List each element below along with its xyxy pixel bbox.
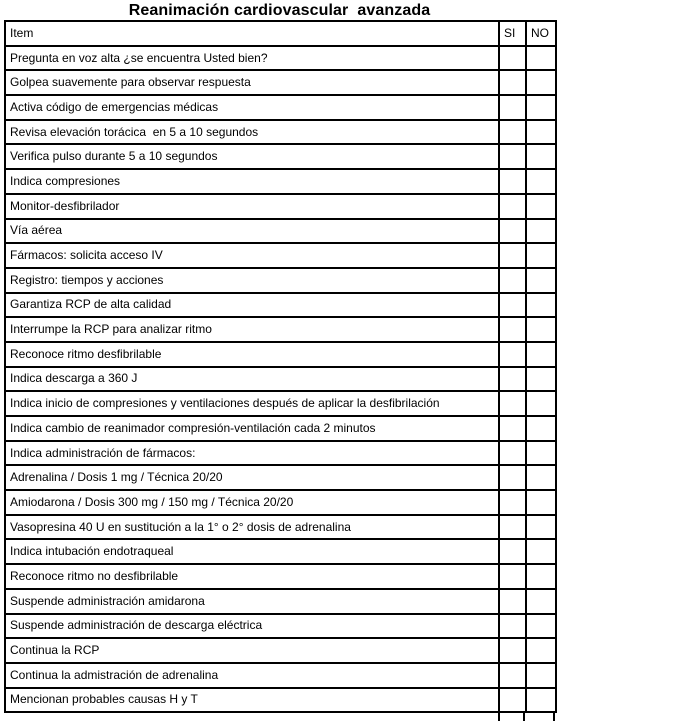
checklist-row bbox=[5, 367, 556, 392]
checklist-row bbox=[5, 638, 556, 663]
si-answer-cell[interactable] bbox=[499, 194, 526, 219]
checklist-row bbox=[5, 144, 556, 169]
item-cell: Fármacos: solicita acceso IV bbox=[5, 243, 499, 268]
no-answer-cell[interactable] bbox=[526, 416, 556, 441]
si-answer-cell[interactable] bbox=[499, 120, 526, 145]
si-answer-cell[interactable] bbox=[499, 219, 526, 244]
si-answer-cell[interactable] bbox=[499, 638, 526, 663]
item-cell: Amiodarona / Dosis 300 mg / 150 mg / Técnica 20/20 bbox=[5, 490, 499, 515]
checklist-row bbox=[5, 268, 556, 293]
column-header-no: NO bbox=[526, 21, 556, 46]
no-answer-cell[interactable] bbox=[526, 663, 556, 688]
checklist-row bbox=[5, 342, 556, 367]
checklist-row bbox=[5, 95, 556, 120]
si-answer-cell[interactable] bbox=[499, 243, 526, 268]
no-answer-cell[interactable] bbox=[526, 441, 556, 466]
si-answer-cell[interactable] bbox=[499, 490, 526, 515]
no-answer-cell[interactable] bbox=[526, 638, 556, 663]
si-column-continuation bbox=[498, 713, 525, 721]
checklist-row bbox=[5, 219, 556, 244]
checklist-row bbox=[5, 539, 556, 564]
no-answer-cell[interactable] bbox=[526, 688, 556, 713]
item-cell: Garantiza RCP de alta calidad bbox=[5, 293, 499, 318]
item-cell: Reconoce ritmo no desfibrilable bbox=[5, 564, 499, 589]
item-cell: Continua la admistración de adrenalina bbox=[5, 663, 499, 688]
item-cell: Revisa elevación torácica en 5 a 10 segundos bbox=[5, 120, 499, 145]
no-answer-cell[interactable] bbox=[526, 169, 556, 194]
checklist-row bbox=[5, 293, 556, 318]
si-answer-cell[interactable] bbox=[499, 95, 526, 120]
no-answer-cell[interactable] bbox=[526, 70, 556, 95]
checklist-row bbox=[5, 589, 556, 614]
si-answer-cell[interactable] bbox=[499, 342, 526, 367]
item-cell: Indica compresiones bbox=[5, 169, 499, 194]
si-answer-cell[interactable] bbox=[499, 663, 526, 688]
checklist-row bbox=[5, 465, 556, 490]
no-answer-cell[interactable] bbox=[526, 539, 556, 564]
checklist-row bbox=[5, 441, 556, 466]
si-answer-cell[interactable] bbox=[499, 416, 526, 441]
checklist-row bbox=[5, 663, 556, 688]
si-answer-cell[interactable] bbox=[499, 317, 526, 342]
item-cell: Indica administración de fármacos: bbox=[5, 441, 499, 466]
checklist-table bbox=[4, 20, 557, 713]
no-answer-cell[interactable] bbox=[526, 219, 556, 244]
item-cell: Indica descarga a 360 J bbox=[5, 367, 499, 392]
checklist-row bbox=[5, 169, 556, 194]
si-answer-cell[interactable] bbox=[499, 391, 526, 416]
si-answer-cell[interactable] bbox=[499, 539, 526, 564]
si-answer-cell[interactable] bbox=[499, 46, 526, 71]
no-answer-cell[interactable] bbox=[526, 243, 556, 268]
checklist-row bbox=[5, 317, 556, 342]
si-answer-cell[interactable] bbox=[499, 564, 526, 589]
item-cell: Vasopresina 40 U en sustitución a la 1° o 2° dosis de adrenalina bbox=[5, 515, 499, 540]
item-cell: Verifica pulso durante 5 a 10 segundos bbox=[5, 144, 499, 169]
column-header-si: SI bbox=[499, 21, 526, 46]
si-answer-cell[interactable] bbox=[499, 441, 526, 466]
item-cell: Reconoce ritmo desfibrilable bbox=[5, 342, 499, 367]
item-cell: Indica cambio de reanimador compresión-ventilación cada 2 minutos bbox=[5, 416, 499, 441]
checklist-row bbox=[5, 515, 556, 540]
si-answer-cell[interactable] bbox=[499, 614, 526, 639]
item-cell: Golpea suavemente para observar respuesta bbox=[5, 70, 499, 95]
si-answer-cell[interactable] bbox=[499, 169, 526, 194]
no-answer-cell[interactable] bbox=[526, 564, 556, 589]
item-cell: Suspende administración amidarona bbox=[5, 589, 499, 614]
si-answer-cell[interactable] bbox=[499, 70, 526, 95]
checklist-row bbox=[5, 46, 556, 71]
item-cell: Indica intubación endotraqueal bbox=[5, 539, 499, 564]
si-answer-cell[interactable] bbox=[499, 688, 526, 713]
no-answer-cell[interactable] bbox=[526, 317, 556, 342]
item-cell: Indica inicio de compresiones y ventilaciones después de aplicar la desfibrilación bbox=[5, 391, 499, 416]
checklist-row bbox=[5, 564, 556, 589]
si-answer-cell[interactable] bbox=[499, 589, 526, 614]
checklist-row bbox=[5, 416, 556, 441]
no-answer-cell[interactable] bbox=[526, 490, 556, 515]
checklist-row bbox=[5, 614, 556, 639]
no-answer-cell[interactable] bbox=[526, 465, 556, 490]
checklist-row bbox=[5, 120, 556, 145]
page-title: Reanimación cardiovascular avanzada bbox=[128, 2, 431, 19]
table-continuation bbox=[4, 713, 555, 721]
item-cell: Interrumpe la RCP para analizar ritmo bbox=[5, 317, 499, 342]
no-answer-cell[interactable] bbox=[526, 367, 556, 392]
si-answer-cell[interactable] bbox=[499, 465, 526, 490]
item-cell: Continua la RCP bbox=[5, 638, 499, 663]
checklist-row bbox=[5, 391, 556, 416]
item-cell: Monitor-desfibrilador bbox=[5, 194, 499, 219]
no-answer-cell[interactable] bbox=[526, 342, 556, 367]
checklist-row bbox=[5, 194, 556, 219]
no-answer-cell[interactable] bbox=[526, 589, 556, 614]
no-answer-cell[interactable] bbox=[526, 46, 556, 71]
item-cell: Adrenalina / Dosis 1 mg / Técnica 20/20 bbox=[5, 465, 499, 490]
checklist-row bbox=[5, 70, 556, 95]
no-answer-cell[interactable] bbox=[526, 515, 556, 540]
header-row bbox=[5, 21, 556, 46]
no-answer-cell[interactable] bbox=[526, 268, 556, 293]
item-cell: Vía aérea bbox=[5, 219, 499, 244]
item-cell: Registro: tiempos y acciones bbox=[5, 268, 499, 293]
si-answer-cell[interactable] bbox=[499, 144, 526, 169]
checklist-row bbox=[5, 490, 556, 515]
no-answer-cell[interactable] bbox=[526, 293, 556, 318]
si-answer-cell[interactable] bbox=[499, 293, 526, 318]
no-answer-cell[interactable] bbox=[526, 614, 556, 639]
checklist-row bbox=[5, 243, 556, 268]
item-cell: Mencionan probables causas H y T bbox=[5, 688, 499, 713]
no-answer-cell[interactable] bbox=[526, 95, 556, 120]
document-page bbox=[0, 1, 687, 707]
item-cell: Pregunta en voz alta ¿se encuentra Usted bien? bbox=[5, 46, 499, 71]
column-header-item: Item bbox=[5, 21, 499, 46]
si-answer-cell[interactable] bbox=[499, 367, 526, 392]
item-cell: Activa código de emergencias médicas bbox=[5, 95, 499, 120]
no-answer-cell[interactable] bbox=[526, 144, 556, 169]
no-answer-cell[interactable] bbox=[526, 391, 556, 416]
no-answer-cell[interactable] bbox=[526, 120, 556, 145]
item-cell: Suspende administración de descarga eléctrica bbox=[5, 614, 499, 639]
si-answer-cell[interactable] bbox=[499, 515, 526, 540]
no-column-continuation bbox=[525, 713, 555, 721]
no-answer-cell[interactable] bbox=[526, 194, 556, 219]
checklist-row bbox=[5, 688, 556, 713]
si-answer-cell[interactable] bbox=[499, 268, 526, 293]
item-column-continuation bbox=[4, 713, 498, 721]
